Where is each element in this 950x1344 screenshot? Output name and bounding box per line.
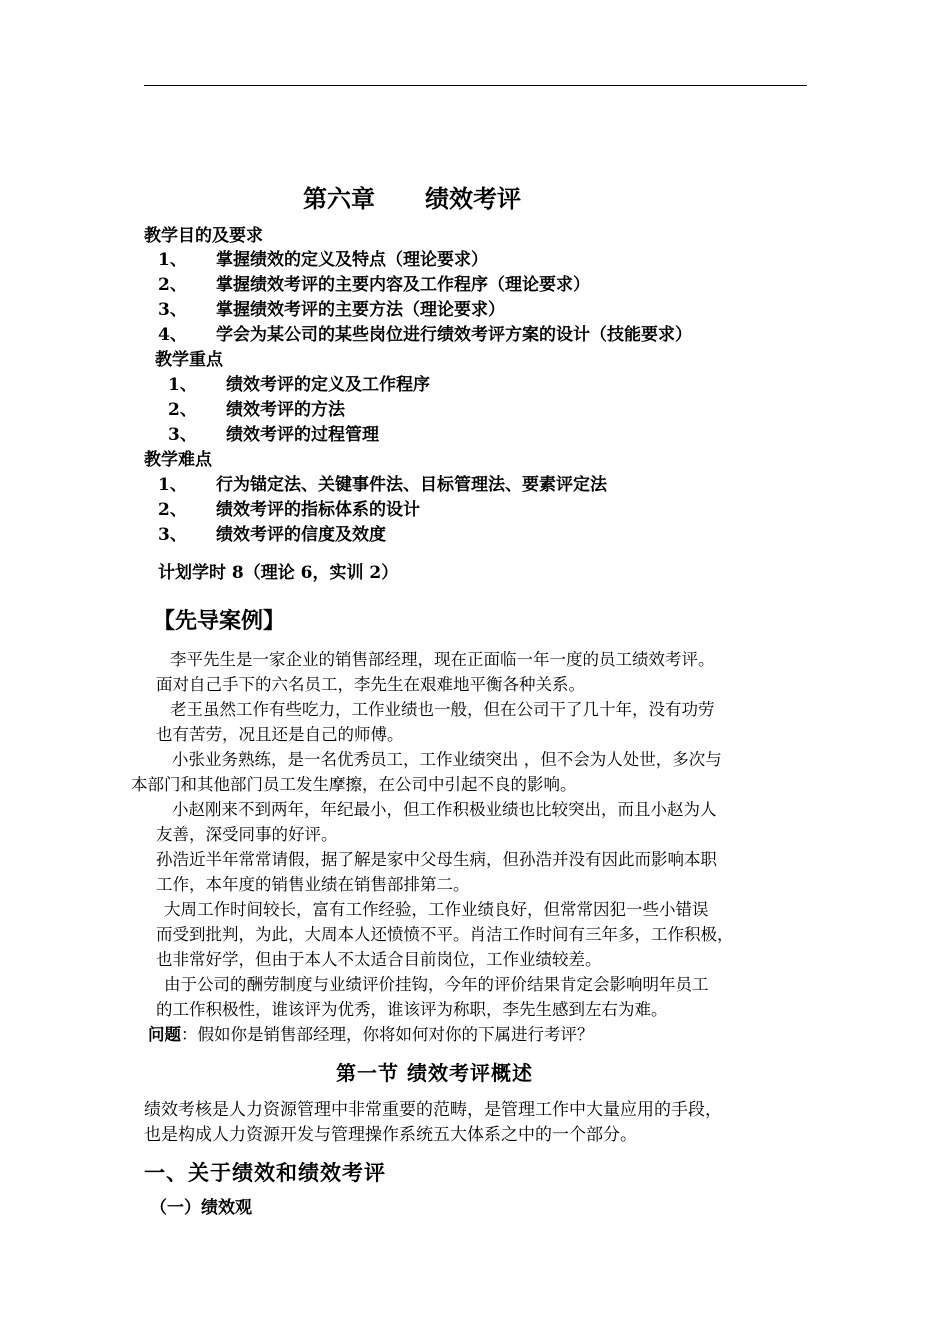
planned-hours: 计划学时 8（理论 6，实训 2） [158, 563, 399, 583]
section-intro-line: 也是构成人力资源开发与管理操作系统五大体系之中的一个部分。 [144, 1125, 637, 1145]
key-point-item [168, 427, 379, 444]
item-number: 2、 [158, 500, 187, 520]
item-text: 掌握绩效考评的主要内容及工作程序（理论要求） [216, 275, 590, 295]
difficulty-item [158, 527, 386, 544]
item-number: 1、 [158, 250, 187, 270]
case-line: 大周工作时间较长，富有工作经验，工作业绩良好，但常常因犯一些小错误 [164, 900, 709, 919]
sub-subsection-heading: （一）绩效观 [150, 1198, 252, 1218]
case-line: 本部门和其他部门员工发生摩擦，在公司中引起不良的影响。 [131, 775, 577, 794]
case-line: 面对自己手下的六名员工，李先生在艰难地平衡各种关系。 [156, 675, 585, 694]
case-line: 而受到批判，为此，大周本人还愤愤不平。肖洁工作时间有三年多，工作积极， [156, 925, 734, 944]
case-heading: 【先导案例】 [153, 608, 286, 634]
item-number: 3、 [158, 525, 187, 545]
item-text: 行为锚定法、关键事件法、目标管理法、要素评定法 [216, 475, 607, 495]
item-text: 绩效考评的指标体系的设计 [216, 500, 420, 520]
subsection-heading: 一、关于绩效和绩效考评 [144, 1160, 386, 1185]
item-text: 掌握绩效的定义及特点（理论要求） [216, 250, 488, 270]
objectives-heading: 教学目的及要求 [144, 226, 263, 246]
section-title: 第一节 绩效考评概述 [336, 1061, 533, 1085]
item-number: 4、 [158, 325, 187, 345]
header-rule [144, 85, 807, 86]
case-question [148, 1027, 594, 1044]
difficulties-heading: 教学难点 [144, 450, 212, 470]
item-number: 3、 [158, 300, 187, 320]
difficulty-item [158, 477, 607, 494]
case-line: 友善，深受同事的好评。 [156, 825, 338, 844]
objective-item [158, 327, 692, 344]
item-number: 1、 [168, 375, 197, 395]
item-text: 绩效考评的过程管理 [226, 425, 379, 445]
objective-item [158, 252, 488, 269]
key-point-item [168, 377, 430, 394]
item-text: 绩效考评的定义及工作程序 [226, 375, 430, 395]
objective-item [158, 277, 590, 294]
chapter-title [303, 184, 521, 213]
key-point-item [168, 402, 345, 419]
item-number: 1、 [158, 475, 187, 495]
case-line: 小赵刚来不到两年，年纪最小，但工作积极业绩也比较突出，而且小赵为人 [172, 800, 717, 819]
case-line: 也非常好学，但由于本人不太适合目前岗位，工作业绩较差。 [156, 950, 602, 969]
item-text: 绩效考评的信度及效度 [216, 525, 386, 545]
case-line: 老王虽然工作有些吃力，工作业绩也一般，但在公司干了几十年，没有功劳 [170, 700, 715, 719]
difficulty-item [158, 502, 420, 519]
chapter-number: 第六章 [303, 184, 375, 213]
case-line: 的工作积极性，谁该评为优秀，谁该评为称职，李先生感到左右为难。 [156, 1000, 668, 1019]
key-points-heading: 教学重点 [155, 350, 223, 370]
case-line: 也有苦劳，况且还是自己的师傅。 [156, 725, 404, 744]
objective-item [158, 302, 505, 319]
item-number: 2、 [158, 275, 187, 295]
item-text: 掌握绩效考评的主要方法（理论要求） [216, 300, 505, 320]
item-text: 学会为某公司的某些岗位进行绩效考评方案的设计（技能要求） [216, 325, 692, 345]
question-text: ：假如你是销售部经理，你将如何对你的下属进行考评？ [181, 1025, 594, 1044]
case-line: 孙浩近半年常常请假，据了解是家中父母生病，但孙浩并没有因此而影响本职 [156, 850, 717, 869]
question-label: 问题 [148, 1025, 181, 1044]
case-line: 工作，本年度的销售业绩在销售部排第二。 [156, 875, 470, 894]
section-intro-line: 绩效考核是人力资源管理中非常重要的范畴，是管理工作中大量应用的手段， [144, 1100, 722, 1120]
item-number: 2、 [168, 400, 197, 420]
item-number: 3、 [168, 425, 197, 445]
case-line: 小张业务熟练，是一名优秀员工，工作业绩突出 ，但不会为人处世，多次与 [172, 750, 722, 769]
chapter-name: 绩效考评 [425, 184, 521, 213]
item-text: 绩效考评的方法 [226, 400, 345, 420]
case-line: 由于公司的酬劳制度与业绩评价挂钩，今年的评价结果肯定会影响明年员工 [164, 975, 709, 994]
case-line: 李平先生是一家企业的销售部经理，现在正面临一年一度的员工绩效考评。 [170, 650, 715, 669]
